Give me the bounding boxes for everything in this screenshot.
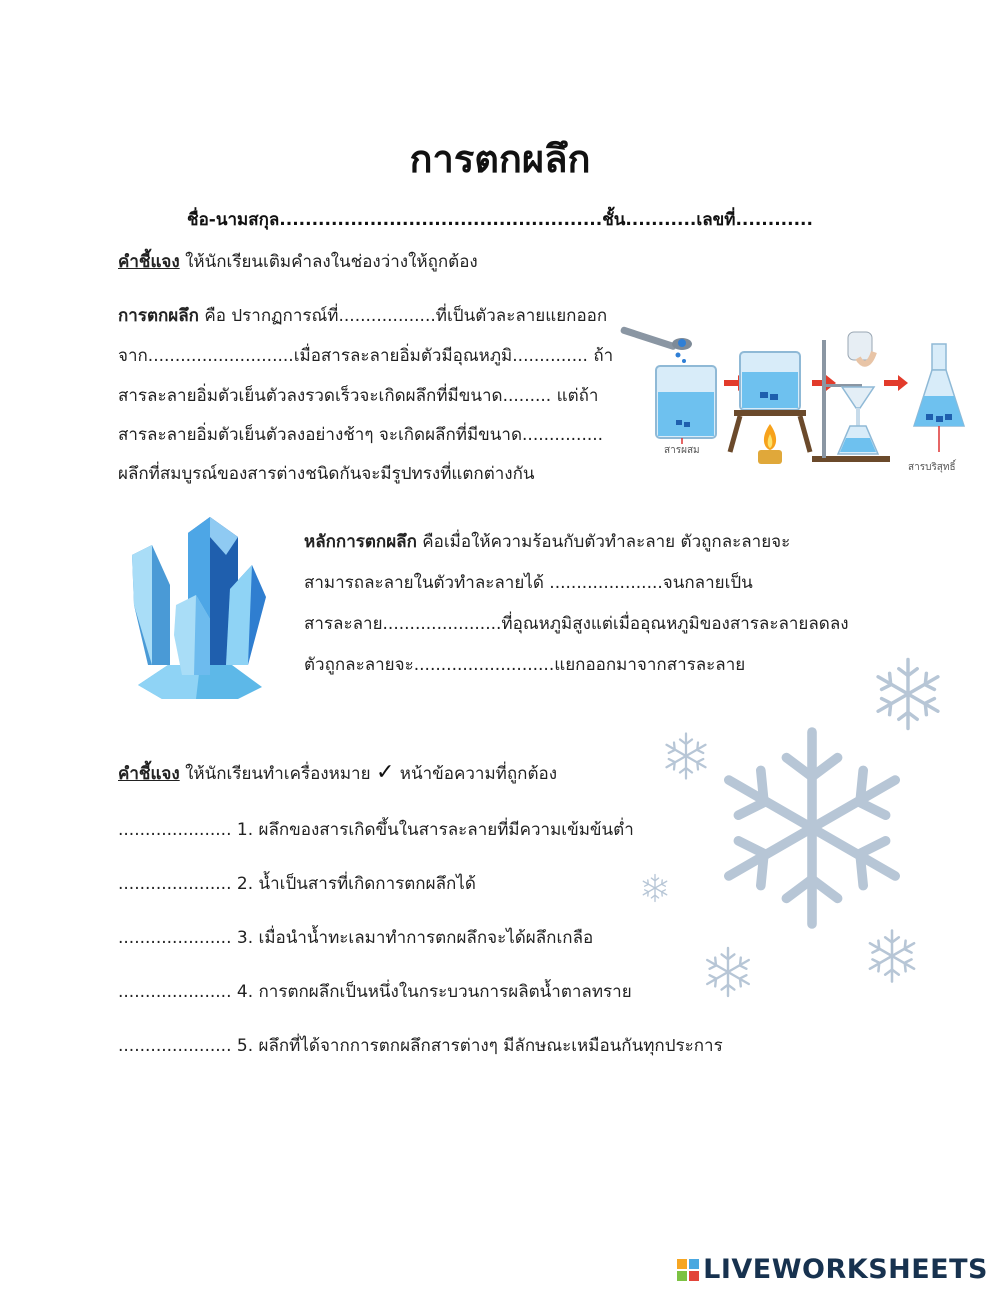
principle-line-2: สามารถละลายในตัวทำละลายได้ .....................จนกลายเป็น xyxy=(304,573,753,593)
instruction-1 xyxy=(118,248,478,275)
page-title: การตกผลึก xyxy=(409,137,591,181)
checkmark-icon: ✓ xyxy=(375,760,395,785)
definition-line-3: สารละลายอิ่มตัวเย็นตัวลงรวดเร็วจะเกิดผลึกที่มีขนาด......... แต่ถ้า xyxy=(118,386,599,406)
arrow-icon xyxy=(884,375,908,391)
instruction-2-text-after: หน้าข้อความที่ถูกต้อง xyxy=(394,764,557,784)
instruction-1-label: คำชี้แจง xyxy=(118,252,180,272)
crystal-cluster-image xyxy=(130,515,270,700)
principle-line-4: ตัวถูกละลายจะ..........................แยกออกมาจากสารละลาย xyxy=(304,655,746,675)
instruction-2-text-before: ให้นักเรียนทำเครื่องหมาย xyxy=(179,764,376,784)
definition-line-1 xyxy=(118,302,607,329)
filter-stand-icon xyxy=(812,332,890,462)
label-pure: สารบริสุทธิ์ xyxy=(908,462,956,473)
statement-4[interactable]: ..................... 4. การตกผลึกเป็นหนึ่งในกระบวนการผลิตน้ำตาลทราย xyxy=(118,982,632,1002)
instruction-2-label: คำชี้แจง xyxy=(118,764,180,784)
snowflake-icon xyxy=(643,875,666,902)
label-mixture: สารผสม xyxy=(664,445,700,456)
definition-line-5: ผลึกที่สมบูรณ์ของสารต่างชนิดกันจะมีรูปทรงที่แตกต่างกัน xyxy=(118,464,535,484)
logo-mark-icon xyxy=(677,1259,699,1281)
logo-text: LIVEWORKSHEETS xyxy=(703,1254,988,1285)
statement-2[interactable]: ..................... 2. น้ำเป็นสารที่เกิดการตกผลึกได้ xyxy=(118,874,476,894)
definition-term: การตกผลึก xyxy=(118,306,199,326)
principle-line-3: สารละลาย......................ที่อุณหภูมิสูงแต่เมื่ออุณหภูมิของสารละลายลดลง xyxy=(304,614,849,634)
definition-text-1: คือ ปรากฏการณ์ที่..................ที่เป็นตัวละลายแยกออก xyxy=(198,306,608,326)
beaker-mixture-icon xyxy=(656,366,716,438)
principle-line-1 xyxy=(304,528,790,555)
flask-crystals-icon xyxy=(914,344,964,426)
definition-line-4: สารละลายอิ่มตัวเย็นตัวลงอย่างช้าๆ จะเกิดผลึกที่มีขนาด............... xyxy=(118,425,604,445)
spatula-icon xyxy=(620,326,692,363)
definition-line-2: จาก...........................เมื่อสารละลายอิ่มตัวมีอุณหภูมิ.............. ถ้า xyxy=(118,346,614,366)
snowflake-icon xyxy=(870,931,914,982)
burner-flame-icon xyxy=(758,424,782,464)
name-line: ชื่อ-นามสกุล..................................................ชั้น...........เลขที่............ xyxy=(187,210,813,230)
snowflake-icon xyxy=(667,734,706,779)
snowflake-icon xyxy=(878,660,938,729)
instruction-2 xyxy=(118,760,557,787)
crystallization-process-diagram xyxy=(620,322,965,482)
principle-term: หลักการตกผลึก xyxy=(304,532,417,552)
statement-5[interactable]: ..................... 5. ผลึกที่ได้จากการตกผลึกสารต่างๆ มีลักษณะเหมือนกันทุกประการ xyxy=(118,1036,723,1056)
statement-3[interactable]: ..................... 3. เมื่อนำน้ำทะเลมาทำการตกผลึกจะได้ผลึกเกลือ xyxy=(118,928,594,948)
statement-1[interactable]: ..................... 1. ผลึกของสารเกิดขึ้นในสารละลายที่มีความเข้มข้นต่ำ xyxy=(118,820,634,840)
instruction-1-text: ให้นักเรียนเติมคำลงในช่องว่างให้ถูกต้อง xyxy=(179,252,478,272)
liveworksheets-logo xyxy=(677,1254,988,1285)
principle-text-1: คือเมื่อให้ความร้อนกับตัวทำละลาย ตัวถูกละลายจะ xyxy=(416,532,791,552)
snowflakes-decoration xyxy=(640,650,960,1010)
snowflake-icon xyxy=(729,732,895,924)
snowflake-icon xyxy=(707,948,749,996)
